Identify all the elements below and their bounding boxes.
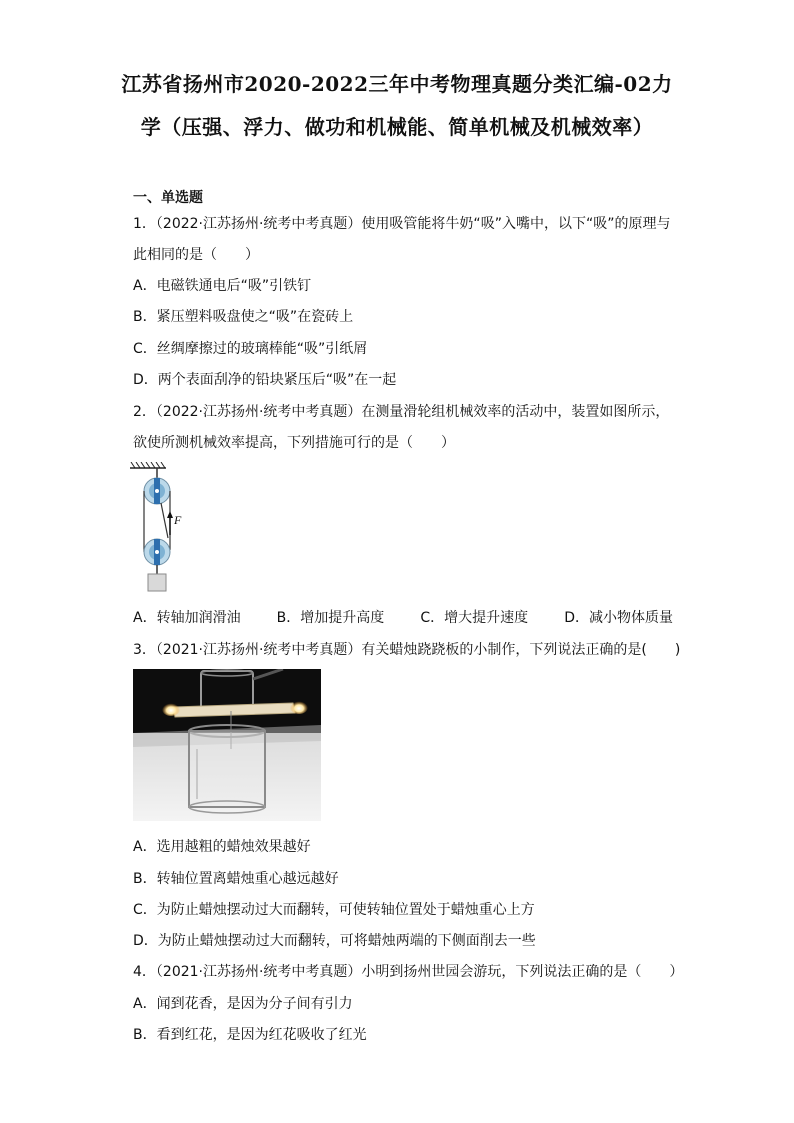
question-2-options (133, 607, 673, 627)
force-label: F (174, 513, 182, 527)
question-3-stem: 3．（2021·江苏扬州·统考中考真题）有关蜡烛跷跷板的小制作，下列说法正确的是( ) (133, 642, 681, 658)
document-title-line-1: 江苏省扬州市2020-2022三年中考物理真题分类汇编-02力 (121, 72, 673, 96)
question-3-option-b: B．转轴位置离蜡烛重心越远越好 (133, 871, 339, 887)
question-2-option-d: D．减小物体质量 (564, 610, 673, 626)
question-2-option-a: A．转轴加润滑油 (133, 610, 241, 626)
question-1-option-c: C．丝绸摩擦过的玻璃棒能“吸”引纸屑 (133, 341, 368, 357)
question-1-option-d: D．两个表面刮净的铅块紧压后“吸”在一起 (133, 372, 397, 388)
pulley-system-figure (128, 462, 198, 594)
question-3-option-a: A．选用越粗的蜡烛效果越好 (133, 839, 311, 855)
document-title-line-2: 学（压强、浮力、做功和机械能、简单机械及机械效率） (140, 115, 654, 139)
candle-seesaw-photo (133, 669, 321, 821)
question-1-stem-line-2: 此相同的是（ ） (133, 247, 259, 263)
question-2-option-c: C．增大提升速度 (420, 610, 529, 626)
question-4-stem: 4．（2021·江苏扬州·统考中考真题）小明到扬州世园会游玩，下列说法正确的是（ ） (133, 964, 684, 980)
question-3-option-c: C．为防止蜡烛摆动过大而翻转，可使转轴位置处于蜡烛重心上方 (133, 902, 535, 918)
question-1-stem-line-1: 1．（2022·江苏扬州·统考中考真题）使用吸管能将牛奶“吸”入嘴中，以下“吸”的原理与 (133, 216, 671, 232)
section-heading: 一、单选题 (133, 190, 203, 206)
question-4-option-b: B．看到红花，是因为红花吸收了红光 (133, 1027, 367, 1043)
question-1-option-b: B．紧压塑料吸盘使之“吸”在瓷砖上 (133, 309, 354, 325)
question-2-stem-line-2: 欲使所测机械效率提高，下列措施可行的是（ ） (133, 435, 455, 451)
question-2-stem-line-1: 2．（2022·江苏扬州·统考中考真题）在测量滑轮组机械效率的活动中，装置如图所示， (133, 404, 670, 420)
question-2-option-b: B．增加提升高度 (276, 610, 385, 626)
question-1-option-a: A．电磁铁通电后“吸”引铁钉 (133, 278, 312, 294)
question-3-option-d: D．为防止蜡烛摆动过大而翻转，可将蜡烛两端的下侧面削去一些 (133, 933, 536, 949)
question-4-option-a: A．闻到花香，是因为分子间有引力 (133, 996, 353, 1012)
